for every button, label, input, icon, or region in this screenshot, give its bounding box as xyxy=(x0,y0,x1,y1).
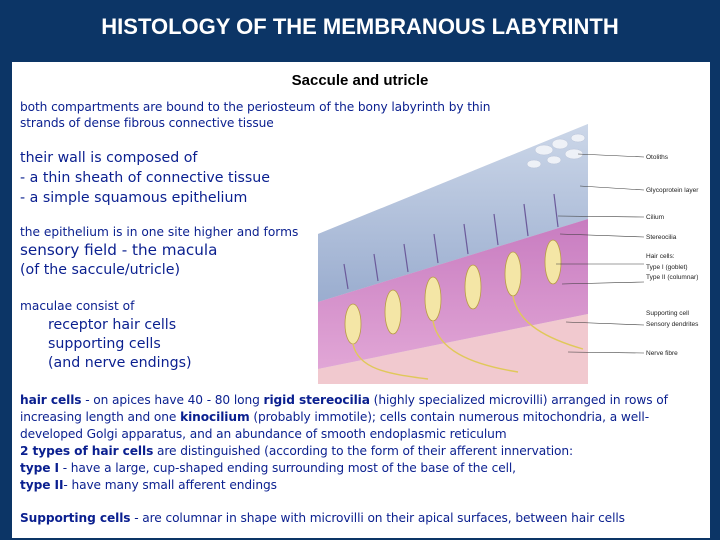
hair-cells-p1b: (highly specialized microvilli) arranged in rows of xyxy=(369,393,668,407)
macula-line-3: (of the saccule/utricle) xyxy=(20,262,180,278)
slide-title: HISTOLOGY OF THE MEMBRANOUS LABYRINTH xyxy=(101,14,619,39)
macula-line-2: sensory field - the macula xyxy=(20,241,218,259)
macula-line-1: the epithelium is in one site higher and forms xyxy=(20,225,299,239)
rigid-stereocilia-term: rigid stereocilia xyxy=(263,393,370,407)
section-subtitle: Saccule and utricle xyxy=(291,72,429,89)
supporting-cells-rest: - are columnar in shape with microvilli on their apical surfaces, between hair cells xyxy=(130,511,625,525)
type-1-term: type I xyxy=(20,461,59,475)
label-nerve-fibre: Nerve fibre xyxy=(646,350,678,357)
label-type-2: Type II (columnar) xyxy=(646,274,699,281)
hair-cells-line-1 xyxy=(20,393,668,408)
hair-cells-line2a: increasing length and one xyxy=(20,410,181,424)
types-rest: are distinguished (according to the form of their afferent innervation: xyxy=(153,444,574,458)
kinocilium-term: kinocilium xyxy=(180,410,250,424)
maculae-line-1: maculae consist of xyxy=(20,299,135,313)
type-2-rest: - have many small afferent endings xyxy=(63,478,277,492)
supporting-cells-term: Supporting cells xyxy=(20,511,131,525)
hair-cell-types-line xyxy=(20,444,573,459)
maculae-item-3: (and nerve endings) xyxy=(48,355,192,371)
type-1-line xyxy=(20,461,516,476)
type-2-term: type II xyxy=(20,478,64,492)
maculae-item-1: receptor hair cells xyxy=(48,317,177,333)
hair-cells-term: hair cells xyxy=(20,393,82,407)
intro-line-2: strands of dense fibrous connective tissue xyxy=(20,116,274,130)
label-hair-cells: Hair cells: xyxy=(646,253,675,260)
types-term: 2 types of hair cells xyxy=(20,444,154,458)
type-2-line xyxy=(20,478,277,493)
label-otoliths: Otoliths xyxy=(646,154,669,161)
maculae-item-2: supporting cells xyxy=(48,336,161,352)
wall-line-1: their wall is composed of xyxy=(20,150,198,166)
hair-cells-line-3: developed Golgi apparatus, and an abundance of smooth endoplasmic reticulum xyxy=(20,427,507,441)
hair-cells-p1a: - on apices have 40 - 80 long xyxy=(81,393,264,407)
type-1-rest: - have a large, cup-shaped ending surrounding most of the base of the cell, xyxy=(58,461,516,475)
label-type-1: Type I (goblet) xyxy=(646,264,688,271)
label-supporting-cell: Supporting cell xyxy=(646,310,689,317)
label-cilium: Cilium xyxy=(646,214,665,221)
hair-cells-line2b: (probably immotile); cells contain numerous mitochondria, a well- xyxy=(249,410,649,424)
supporting-cells-line xyxy=(20,511,625,526)
wall-line-3: - a simple squamous epithelium xyxy=(20,190,248,206)
macula-diagram xyxy=(308,124,710,386)
label-sensory-dendrites: Sensory dendrites xyxy=(646,321,699,328)
label-glycoprotein: Glycoprotein layer xyxy=(646,187,699,194)
hair-cells-line-2 xyxy=(20,410,649,425)
intro-line-1: both compartments are bound to the periosteum of the bony labyrinth by thin xyxy=(20,100,491,114)
label-stereocilia: Stereocilia xyxy=(646,234,677,241)
wall-line-2: - a thin sheath of connective tissue xyxy=(20,170,271,186)
